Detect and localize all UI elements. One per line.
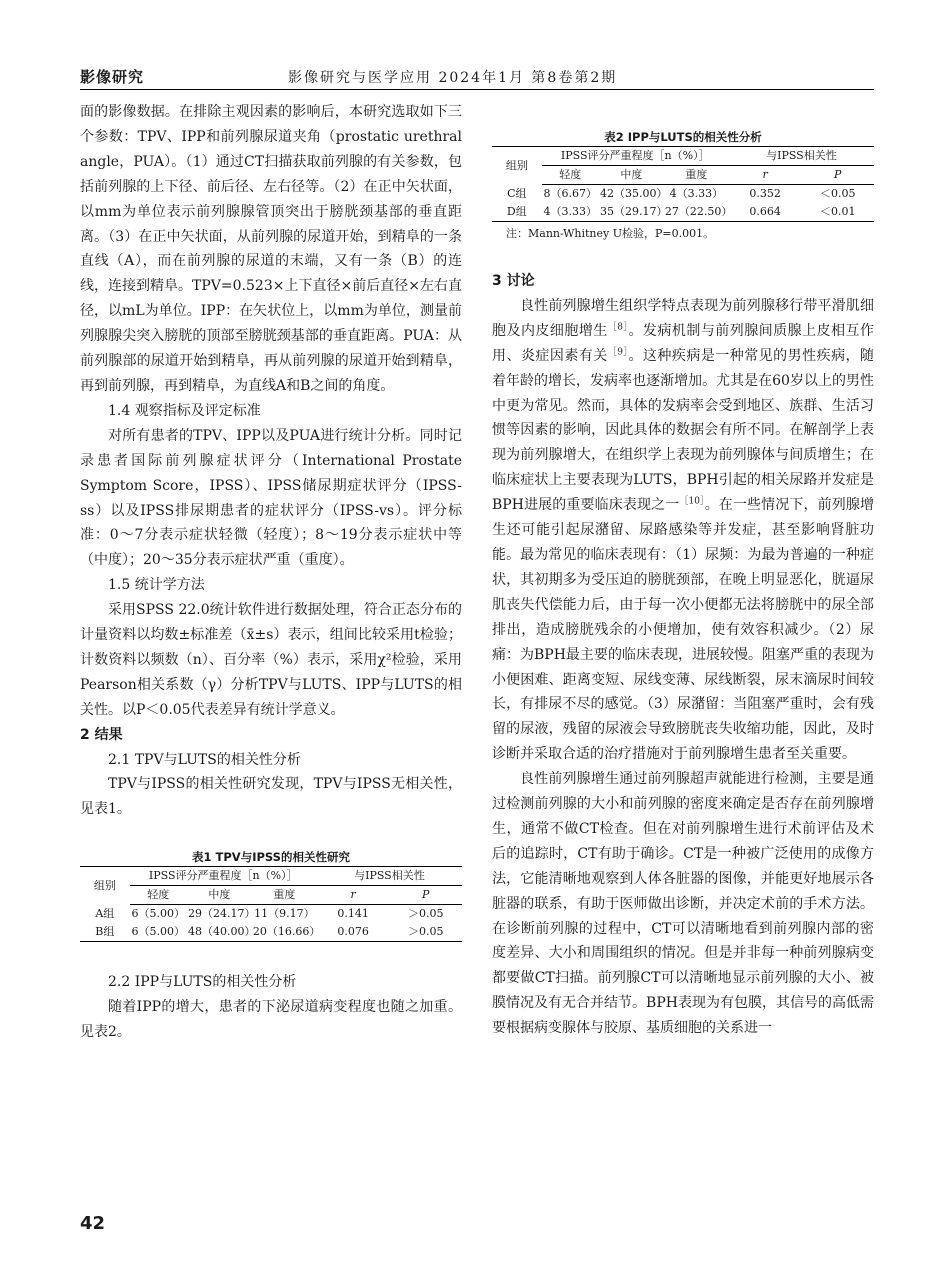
intro-paragraph: 面的影像数据。在排除主观因素的影响后，本研究选取如下三个参数：TPV、IPP和前列腺尿道夹角（prostatic urethral angle，PUA）。（1）通过CT扫描获取前列腺的有关参数，包括前列腺的上下径、前后径、左右径等。（2）在正中矢状面，以mm为单位表示前列腺腺管顶突出于膀胱颈基部的垂直距离。（3）在正中矢状面，从前列腺的尿道开始，到精阜的一条直线（A），而在前列腺的尿道的末端，又有一条（B）的连线，连接到精阜。TPV=0.523×上下直径×前后直径×左右直径，以mL为单位。IPP：在矢状位上，以mm为单位，测量前列腺腺尖突入膀胱的顶部至膀胱颈基部的垂直距离。PUA：从前列腺部的尿道开始到精阜，再从前列腺的尿道开始到精阜，再到前列腺，再到精阜，为直线A和B之间的角度。 xyxy=(80,104,462,394)
table-2-sub-severe: 重度 xyxy=(664,166,729,185)
discussion-text-1b: 。发病机制与前列腺间质腺上皮相互作用、炎症因素有关 xyxy=(492,322,875,364)
discussion-paragraph-2: 良性前列腺增生通过前列腺超声就能进行检测，主要是通过检测前列腺的大小和前列腺的密度来确定是否存在前列腺增生，通常不做CT检查。但在对前列腺增生进行术前评估及术后的追踪时，CT有助于确诊。CT是一种被广泛使用的成像方法，它能清晰地观察到人体各脏器的图像，并能更好地展示各脏器的联系，有助于医师做出诊断，并决定术前的手术方法。在诊断前列腺的过程中，CT可以清晰地看到前列腺内部的密度差异、大小和周围组织的情况。但是并非每一种前列腺病变都要做CT扫描。前列腺CT可以清晰地显示前列腺的大小、被膜情况及有无合并结节。BPH表现为有包膜，其信号的高低需要根据病变腺体与胶原、基质细胞的关系进一 xyxy=(492,771,874,1037)
header-column-label: 影像研究 xyxy=(80,68,145,86)
page-number: 42 xyxy=(80,1213,106,1234)
discussion-paragraph-1 xyxy=(492,294,874,767)
table-row xyxy=(80,905,462,924)
discussion-text-1c: 。这种疾病是一种常见的男性疾病，随着年龄的增长，发病率也逐渐增加。尤其是在60岁以上的男性中更为常见。然而，具体的发病率会受到地区、族群、生活习惯等因素的影响，因此具体的数据会有所不同。在解剖学上表现为前列腺增大，在组织学上表现为前列腺体与间质增生；在临床症状上主要表现为LUTS，BPH引起的相关尿路并发症是BPH进展的重要临床表现之一 xyxy=(492,347,875,514)
table-cell: D组 xyxy=(492,203,542,222)
table-row xyxy=(492,203,874,222)
table-cell: 48（40.00） xyxy=(187,923,252,942)
table-cell: 27（22.50） xyxy=(664,203,729,222)
table-2-grid xyxy=(492,146,874,222)
paragraph-1-5: 采用SPSS 22.0统计软件进行数据处理，符合正态分布的计量资料以均数±标准差（x̄±s）表示，组间比较采用t检验；计数资料以频数（n）、百分率（%）表示，采用χ²检验，采用Pearson相关系数（γ）分析TPV与LUTS、IPP与LUTS的相关性。以P＜0.05代表差异有统计学意义。 xyxy=(80,602,462,718)
table-cell: 0.141 xyxy=(337,907,369,921)
left-column xyxy=(80,100,462,1045)
table-cell: 6（5.00） xyxy=(130,923,187,942)
table-2-col-corr: 与IPSS相关性 xyxy=(729,147,874,166)
paragraph-2-1: TPV与IPSS的相关性研究发现，TPV与IPSS无相关性，见表1。 xyxy=(80,776,462,818)
table-cell: ＞0.05 xyxy=(407,907,444,921)
table-row xyxy=(80,923,462,942)
heading-2-results: 2 结果 xyxy=(80,726,123,743)
table-1-grid xyxy=(80,866,462,942)
right-column xyxy=(492,128,874,1041)
table-2-col-ipss: IPSS评分严重程度［n（%）］ xyxy=(542,147,729,166)
table-cell: ＞0.05 xyxy=(389,923,462,942)
table-2-sub-moderate: 中度 xyxy=(599,166,664,185)
table-2-caption: 表2 IPP与LUTS的相关性分析 xyxy=(604,130,762,144)
table-cell: 35（29.17） xyxy=(599,203,664,222)
table-2-sub-p: P xyxy=(801,166,874,185)
table-cell: 11（9.17） xyxy=(254,907,315,921)
citation-9: ［9］ xyxy=(607,347,629,358)
table-2 xyxy=(492,128,874,243)
header-journal-line: 影像研究与医学应用 2024年1月 第8卷第2期 xyxy=(288,70,618,86)
heading-2-1: 2.1 TPV与LUTS的相关性分析 xyxy=(108,751,301,768)
discussion-text-1a: 良性前列腺增生组织学特点表现为前列腺移行带平滑肌细胞及内皮细胞增生 xyxy=(492,297,874,339)
table-cell: 29（24.17） xyxy=(187,907,256,921)
heading-3-discussion: 3 讨论 xyxy=(492,273,535,289)
table-1-caption: 表1 TPV与IPSS的相关性研究 xyxy=(192,850,350,865)
table-cell: 8（6.67） xyxy=(543,187,598,200)
citation-10: ［10］ xyxy=(679,496,705,507)
header-rule xyxy=(80,89,874,90)
heading-1-4: 1.4 观察指标及评定标准 xyxy=(108,402,261,419)
table-row xyxy=(492,185,874,204)
paragraph-1-4: 对所有患者的TPV、IPP以及PUA进行统计分析。同时记录患者国际前列腺症状评分（International Prostate Symptom Score，IPSS）、IPSS储尿期症状评分（IPSS-ss）以及IPSS排尿期患者的症状评分（IPSS-vs）。评分标准：0～7分表示症状轻微（轻度）；8～19分表示症状中等（中度）；20～35分表示症状严重（重度）。 xyxy=(80,427,462,569)
table-2-col-group: 组别 xyxy=(492,147,542,185)
table-cell: C组 xyxy=(507,186,527,200)
table-2-sub-mild: 轻度 xyxy=(542,166,599,185)
table-1-sub-moderate: 中度 xyxy=(187,886,252,905)
table-1 xyxy=(80,848,462,942)
heading-1-5: 1.5 统计学方法 xyxy=(108,577,205,594)
table-1-col-group: 组别 xyxy=(80,867,130,905)
table-1-col-ipss: IPSS评分严重程度［n（%）］ xyxy=(130,867,317,886)
table-1-sub-severe: 重度 xyxy=(252,886,317,905)
table-cell: 20（16.66） xyxy=(252,923,317,942)
citation-8: ［8］ xyxy=(607,322,629,333)
table-cell: A组 xyxy=(95,907,115,921)
table-cell: 42（35.00） xyxy=(599,187,668,200)
table-cell: 6（5.00） xyxy=(131,907,186,921)
table-cell: 0.664 xyxy=(729,203,802,222)
table-2-sub-r: r xyxy=(729,166,802,185)
table-cell: 4（3.33） xyxy=(542,203,599,222)
table-cell: ＜0.01 xyxy=(801,203,874,222)
table-2-note: 注：Mann-Whitney U检验，P=0.001。 xyxy=(506,227,715,240)
table-cell: B组 xyxy=(80,923,130,942)
table-1-sub-p: P xyxy=(389,886,462,905)
table-1-sub-mild: 轻度 xyxy=(130,886,187,905)
table-cell: 0.352 xyxy=(749,187,781,200)
table-1-col-corr: 与IPSS相关性 xyxy=(317,867,462,886)
table-1-sub-r: r xyxy=(317,886,390,905)
table-cell: 0.076 xyxy=(317,923,390,942)
table-cell: 4（3.33） xyxy=(669,187,724,200)
discussion-text-1d: 。在一些情况下，前列腺增生还可能引起尿潴留、尿路感染等并发症，甚至影响肾脏功能。最为常见的临床表现有：（1）尿频：为最为普遍的一种症状，其初期多为受压迫的膀胱颈部，在晚上明显恶化，胱逼尿肌丧失代偿能力后，由于每一次小便都无法将膀胱中的尿全部排出，造成膀胱残余的小便增加，使有效容积减少。（2）尿痛：为BPH最主要的临床表现，进展较慢。阻塞严重的表现为小便困难、距离变短、尿线变薄、尿线断裂，尿末滴尿时间较长，有排尿不尽的感觉。（3）尿潴留：当阻塞严重时，会有残留的尿液，残留的尿液会导致膀胱丧失收缩功能，因此，及时诊断并采取合适的治疗措施对于前列腺增生患者至关重要。 xyxy=(492,497,875,763)
heading-2-2: 2.2 IPP与LUTS的相关性分析 xyxy=(108,974,297,991)
table-cell: ＜0.05 xyxy=(819,187,856,200)
paragraph-2-2: 随着IPP的增大，患者的下泌尿道病变程度也随之加重。见表2。 xyxy=(80,999,462,1041)
